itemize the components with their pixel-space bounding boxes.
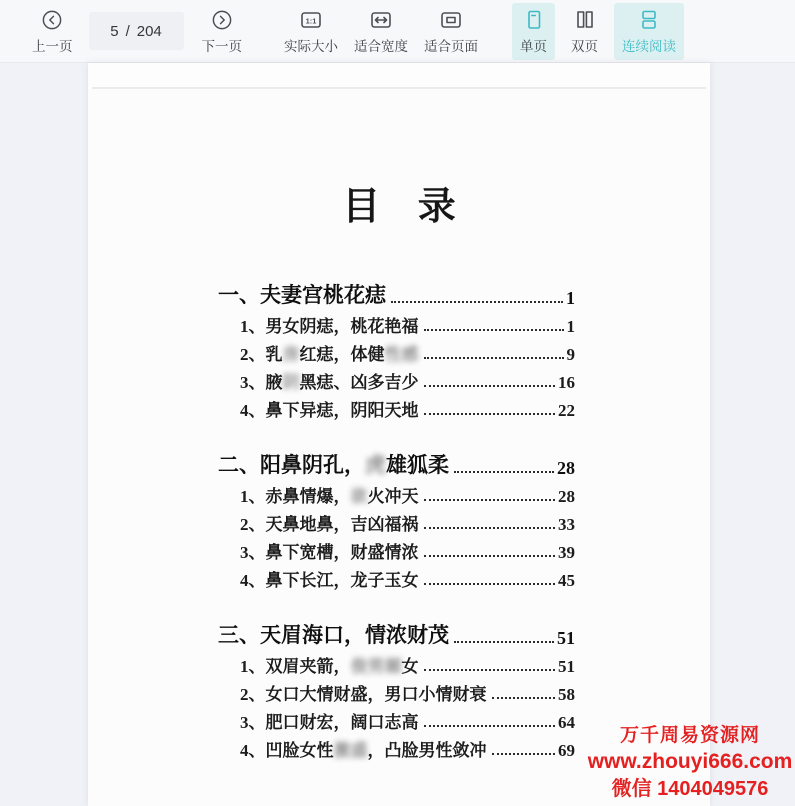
next-page-button[interactable] bbox=[194, 3, 251, 60]
toc-item: 3、鼻下宽槽，财盛情浓 39 bbox=[240, 543, 575, 562]
watermark bbox=[585, 723, 795, 802]
prev-page-label: 上一页 bbox=[32, 38, 73, 54]
current-page-value[interactable]: 5 bbox=[110, 22, 119, 40]
single-page-button[interactable] bbox=[512, 3, 555, 60]
toc-item: 3、腋阴黑痣、凶多吉少 16 bbox=[240, 373, 575, 392]
toc-page-number: 58 bbox=[558, 685, 575, 704]
watermark-url: www.zhouyi666.com bbox=[587, 749, 793, 773]
next-page-label: 下一页 bbox=[201, 38, 242, 54]
toc-page-number: 39 bbox=[558, 543, 575, 562]
fit-page-button[interactable] bbox=[416, 3, 486, 60]
fit-width-icon bbox=[369, 8, 393, 32]
toc-item: 4、鼻下长江，龙子玉女 45 bbox=[240, 571, 575, 590]
toc-section-heading: 二、阳鼻阴孔，虎雄狐柔 28 bbox=[218, 454, 575, 478]
toc-section-heading: 一、夫妻宫桃花痣 1 bbox=[218, 284, 575, 308]
actual-size-button[interactable] bbox=[276, 3, 346, 60]
toc-page-number: 69 bbox=[558, 741, 575, 760]
page-separator: / bbox=[125, 22, 130, 40]
single-page-label: 单页 bbox=[520, 38, 547, 54]
page-separator-line bbox=[92, 87, 706, 89]
toc-section bbox=[218, 446, 575, 591]
watermark-wechat: 微信 1404049576 bbox=[611, 777, 769, 800]
toc-item: 4、凹脸女性激盛，凸脸男性敛冲 69 bbox=[240, 741, 575, 760]
toc-page-number: 1 bbox=[566, 317, 575, 336]
toc-page-number: 33 bbox=[558, 515, 575, 534]
chevron-right-circle-icon bbox=[211, 8, 233, 32]
toc-page-number: 45 bbox=[558, 571, 575, 590]
toc-page-number: 9 bbox=[566, 345, 575, 364]
continuous-read-button[interactable] bbox=[614, 3, 684, 60]
fit-page-label: 适合页面 bbox=[424, 38, 478, 54]
toc-item: 1、赤鼻情爆，欲火冲天 28 bbox=[240, 487, 575, 506]
toc-section bbox=[218, 616, 575, 761]
toc-section bbox=[218, 276, 575, 421]
toc-item: 2、天鼻地鼻，吉凶福祸 33 bbox=[240, 515, 575, 534]
total-pages-value: 204 bbox=[136, 22, 162, 40]
fit-width-label: 适合宽度 bbox=[354, 38, 408, 54]
double-page-label: 双页 bbox=[571, 38, 598, 54]
double-page-button[interactable] bbox=[563, 3, 606, 60]
toc-section-heading: 三、天眉海口，情浓财茂 51 bbox=[218, 624, 575, 648]
toc bbox=[218, 276, 575, 761]
toc-item: 2、乳房红痣，体健性感 9 bbox=[240, 345, 575, 364]
toc-page-number: 51 bbox=[557, 628, 575, 648]
chevron-left-circle-icon bbox=[41, 8, 63, 32]
double-page-icon bbox=[573, 8, 597, 32]
page-top-strip bbox=[88, 63, 710, 87]
toolbar bbox=[0, 0, 795, 63]
actual-size-label: 实际大小 bbox=[284, 38, 338, 54]
prev-page-button[interactable] bbox=[24, 3, 81, 60]
watermark-site-name: 万千周易资源网 bbox=[619, 724, 760, 746]
fit-page-icon bbox=[439, 8, 463, 32]
content-canvas bbox=[0, 63, 795, 806]
actual-size-icon bbox=[299, 8, 323, 32]
toc-item: 3、肥口财宏，阔口志高 64 bbox=[240, 713, 575, 732]
page-indicator[interactable] bbox=[89, 12, 184, 50]
toc-item: 1、男女阴痣，桃花艳福 1 bbox=[240, 317, 575, 336]
continuous-read-icon bbox=[637, 8, 661, 32]
toc-item: 2、女口大情财盛，男口小情财衰 58 bbox=[240, 685, 575, 704]
continuous-read-label: 连续阅读 bbox=[622, 38, 676, 54]
svg-text:1:1: 1:1 bbox=[305, 16, 317, 25]
toc-item: 1、双眉夹箭，俊男媚女 51 bbox=[240, 657, 575, 676]
document-title: 目 录 bbox=[342, 186, 470, 228]
toc-item: 4、鼻下异痣，阴阳天地 22 bbox=[240, 401, 575, 420]
toc-page-number: 28 bbox=[557, 458, 575, 478]
toc-page-number: 16 bbox=[558, 373, 575, 392]
pdf-page bbox=[88, 63, 710, 806]
toc-page-number: 1 bbox=[566, 288, 575, 308]
single-page-icon bbox=[523, 8, 545, 32]
toc-page-number: 22 bbox=[558, 401, 575, 420]
toc-page-number: 51 bbox=[558, 657, 575, 676]
toc-page-number: 28 bbox=[558, 487, 575, 506]
toc-page-number: 64 bbox=[558, 713, 575, 732]
fit-width-button[interactable] bbox=[346, 3, 416, 60]
